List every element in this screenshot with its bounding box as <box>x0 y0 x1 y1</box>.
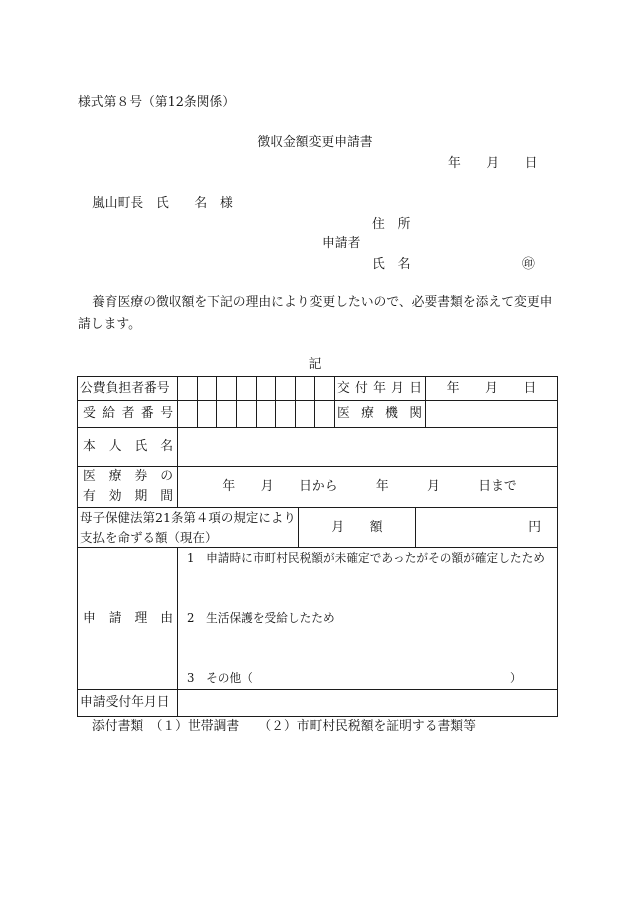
reason-options-cell <box>177 547 558 690</box>
public-payer-number-digit-box <box>177 376 198 401</box>
public-payer-number-digit-box <box>236 376 257 401</box>
issue-date-value-cell <box>425 376 558 401</box>
ki-heading: 記 <box>308 357 322 372</box>
recipient-number-digit-box <box>314 400 335 428</box>
recipient-number-digit-box <box>256 400 276 428</box>
recipient-number-label-cell <box>77 400 178 428</box>
header-date: 年 月 日 <box>448 156 538 171</box>
public-payer-number-digit-box <box>256 376 276 401</box>
form-title: 徴収金額変更申請書 <box>257 135 373 150</box>
recipient-number-digit-box <box>197 400 217 428</box>
recipient-number-digit-box <box>177 400 198 428</box>
received-date-label: 申請受付年月日 <box>80 695 170 710</box>
public-payer-number-digit-box <box>314 376 335 401</box>
patient-name-label-cell <box>77 427 178 467</box>
addressee: 嵐山町長 氏 名 様 <box>92 196 233 211</box>
attachments-note: 添付書類 （１）世帯調書 （２）市町村民税額を証明する書類等 <box>92 719 476 734</box>
patient-name-label: 本 人 氏 名 <box>83 439 173 454</box>
reason-label: 申 請 理 由 <box>83 610 173 626</box>
public-payer-number-digit-box <box>275 376 296 401</box>
seal-mark: ㊞ <box>522 257 535 272</box>
form-number: 様式第８号（第12条関係） <box>78 95 236 110</box>
payment-label-line-1: 母子保健法第21条第４項の規定により <box>80 509 296 525</box>
reason-option-2: 2 生活保護を受給したため <box>187 611 335 625</box>
validity-period-label-cell <box>77 466 178 508</box>
recipient-number-digit-box <box>295 400 315 428</box>
validity-period-value: 年 月 日から 年 月 日まで <box>222 479 517 494</box>
received-date-field <box>177 689 558 717</box>
applicant-name-label: 氏 名 <box>372 257 411 272</box>
issue-date-label: 交 付 年 月 日 <box>337 380 422 396</box>
reason-label-cell <box>77 547 178 690</box>
yen-unit: 円 <box>528 519 541 535</box>
public-payer-number-label-cell <box>77 376 178 401</box>
recipient-number-label: 受 給 者 番 号 <box>83 406 173 421</box>
recipient-number-digit-box <box>216 400 237 428</box>
applicant-label: 申請者 <box>322 236 361 251</box>
recipient-number-digit-box <box>236 400 257 428</box>
validity-label-line-2: 有 効 期 間 <box>83 489 173 504</box>
monthly-amount-label-cell <box>298 507 416 548</box>
monthly-amount-field <box>415 507 558 548</box>
issue-date-label-cell <box>334 376 426 401</box>
issue-date-value: 年 月 日 <box>446 380 537 396</box>
monthly-amount-label: 月 額 <box>331 519 383 535</box>
public-payer-number-digit-box <box>197 376 217 401</box>
public-payer-number-digit-box <box>295 376 315 401</box>
validity-label-line-1: 医 療 券 の <box>83 469 173 484</box>
public-payer-number-label: 公費負担者番号 <box>80 380 170 396</box>
payment-amount-label-cell <box>77 507 299 548</box>
public-payer-number-digit-box <box>216 376 237 401</box>
received-date-label-cell <box>77 689 178 717</box>
reason-option-1: 1 申請時に市町村民税額が未確定であったがその額が確定したため <box>187 551 545 565</box>
medical-institution-label: 医 療 機 関 <box>337 406 422 421</box>
validity-period-value-cell <box>177 466 558 508</box>
patient-name-field <box>177 427 558 467</box>
reason-option-3: 3 その他（ ） <box>187 671 522 685</box>
payment-label-line-2: 支払を命ずる額（現在） <box>80 529 218 545</box>
applicant-address-label: 住 所 <box>372 217 411 232</box>
medical-institution-label-cell <box>334 400 426 428</box>
body-text-line-2: 請します。 <box>78 317 141 332</box>
recipient-number-digit-box <box>275 400 296 428</box>
body-text-line-1: 養育医療の徴収額を下記の理由により変更したいので、必要書類を添えて変更申 <box>92 295 553 310</box>
medical-institution-field <box>425 400 558 428</box>
